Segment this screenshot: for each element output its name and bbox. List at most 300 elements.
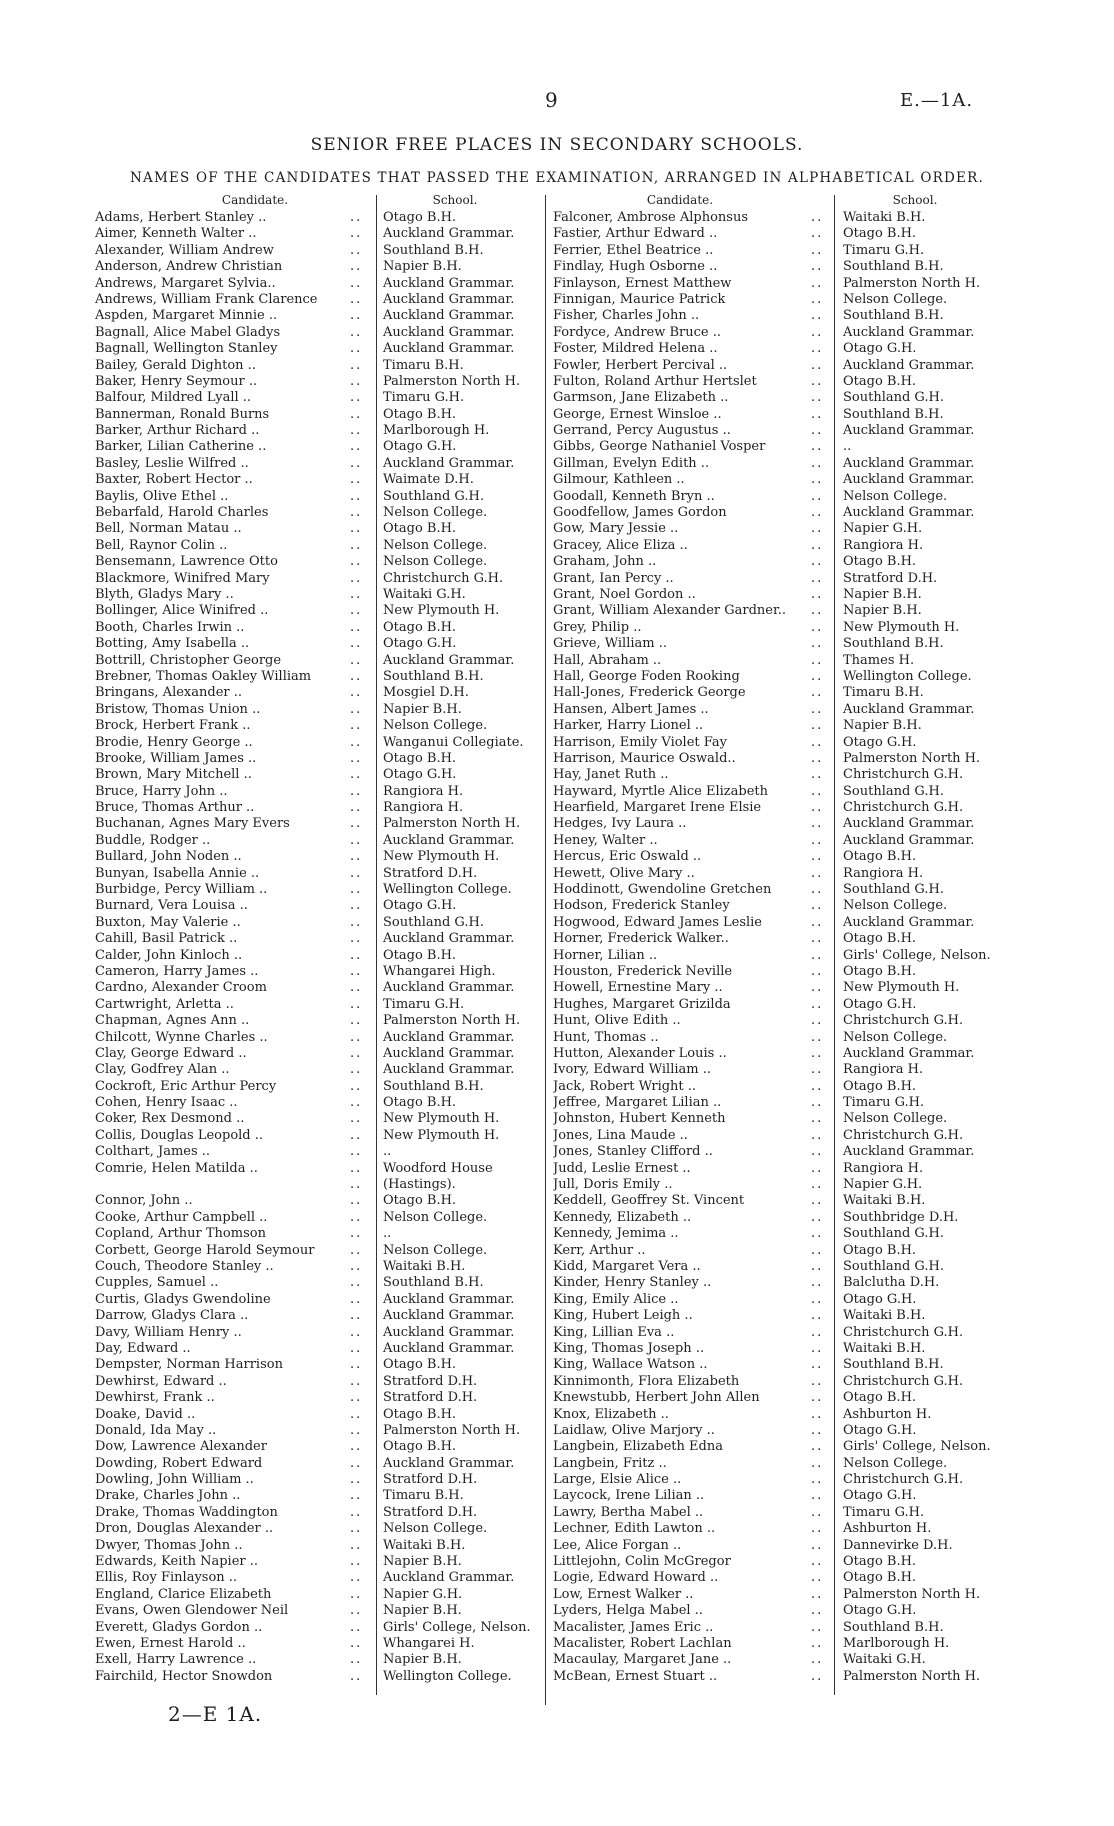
school-name: Auckland Grammar.: [843, 357, 975, 373]
school-name: Christchurch G.H.: [843, 1373, 964, 1389]
school-name: Southland G.H.: [383, 914, 484, 930]
leader-dots: ..: [811, 996, 824, 1012]
school-name: Rangiora H.: [383, 783, 464, 799]
candidate-name: Bailey, Gerald Dighton ..: [95, 357, 256, 373]
candidate-name: Buddle, Rodger ..: [95, 832, 211, 848]
candidate-name: Baylis, Olive Ethel ..: [95, 488, 229, 504]
school-name: Stratford D.H.: [843, 570, 938, 586]
candidate-row: [95, 1292, 540, 1308]
leader-dots: ..: [350, 308, 363, 324]
candidate-row: [95, 1570, 540, 1586]
candidate-row: [95, 1636, 540, 1652]
school-name: Southland B.H.: [843, 406, 944, 422]
candidate-name: Jeffree, Margaret Lilian ..: [553, 1095, 722, 1111]
candidate-name: Bruce, Thomas Arthur ..: [95, 800, 255, 816]
leader-dots: ..: [811, 1668, 824, 1684]
candidate-row: [95, 1407, 540, 1423]
candidate-name: Findlay, Hugh Osborne ..: [553, 259, 718, 275]
leader-dots: ..: [811, 636, 824, 652]
candidate-name: Cameron, Harry James ..: [95, 963, 259, 979]
leader-dots: ..: [350, 1472, 363, 1488]
candidate-name: Calder, John Kinloch ..: [95, 947, 243, 963]
school-name: Otago B.H.: [843, 1570, 917, 1586]
leader-dots: ..: [350, 1144, 363, 1160]
candidate-row: [95, 325, 540, 341]
leader-dots: ..: [811, 865, 824, 881]
candidate-name: Hay, Janet Ruth ..: [553, 767, 669, 783]
candidate-row: [95, 1259, 540, 1275]
candidate-row: [95, 1652, 540, 1668]
leader-dots: ..: [350, 996, 363, 1012]
school-name: Stratford D.H.: [383, 865, 478, 881]
leader-dots: ..: [811, 423, 824, 439]
candidate-name: Johnston, Hubert Kenneth: [553, 1111, 726, 1127]
candidate-row: [553, 1620, 1013, 1636]
school-name: Whangarei H.: [383, 1635, 475, 1651]
leader-dots: ..: [350, 537, 363, 553]
candidate-row: [553, 1095, 1013, 1111]
school-name: Otago B.H.: [843, 1554, 917, 1570]
candidate-name: Foster, Mildred Helena ..: [553, 341, 718, 357]
candidate-row: [95, 1243, 540, 1259]
school-name: Christchurch G.H.: [843, 1472, 964, 1488]
candidate-name: Coker, Rex Desmond ..: [95, 1111, 245, 1127]
candidate-name: Bollinger, Alice Winifred ..: [95, 603, 269, 619]
candidate-row: [95, 702, 540, 718]
candidate-row: [95, 1193, 540, 1209]
school-name: Rangiora H.: [843, 1160, 924, 1176]
leader-dots: ..: [350, 1111, 363, 1127]
leader-dots: ..: [350, 488, 363, 504]
school-name: Southland G.H.: [843, 783, 944, 799]
candidate-row: [95, 521, 540, 537]
candidate-row: [95, 1423, 540, 1439]
school-name: Stratford D.H.: [383, 1472, 478, 1488]
leader-dots: ..: [811, 1013, 824, 1029]
candidate-name: Garmson, Jane Elizabeth ..: [553, 390, 729, 406]
candidate-name: Dewhirst, Edward ..: [95, 1373, 227, 1389]
school-name: Christchurch G.H.: [383, 570, 504, 586]
candidate-row: [95, 210, 540, 226]
leader-dots: ..: [811, 1209, 824, 1225]
leader-dots: ..: [350, 1340, 363, 1356]
leader-dots: ..: [811, 849, 824, 865]
candidate-name: Bringans, Alexander ..: [95, 685, 242, 701]
candidate-name: Hunt, Thomas ..: [553, 1029, 659, 1045]
leader-dots: ..: [811, 1078, 824, 1094]
candidate-row: [95, 439, 540, 455]
leader-dots: ..: [811, 1242, 824, 1258]
school-name: Southland G.H.: [843, 1259, 944, 1274]
candidate-row: [95, 1095, 540, 1111]
candidate-row: [553, 882, 1013, 898]
candidate-name: Lawry, Bertha Mabel ..: [553, 1504, 704, 1520]
candidate-name: England, Clarice Elizabeth: [95, 1586, 272, 1602]
candidate-row: [553, 980, 1013, 996]
candidate-row: [553, 1488, 1013, 1504]
candidate-row: [553, 1144, 1013, 1160]
leader-dots: ..: [350, 718, 363, 734]
candidate-name: Keddell, Geoffrey St. Vincent: [553, 1193, 745, 1209]
candidate-row: [553, 1177, 1013, 1193]
candidate-row: [553, 1341, 1013, 1357]
candidate-row: [553, 1554, 1013, 1570]
candidate-row: [553, 1456, 1013, 1472]
leader-dots: ..: [811, 1127, 824, 1143]
school-name: Auckland Grammar.: [383, 652, 515, 668]
school-name: Waitaki B.H.: [383, 1259, 466, 1274]
candidate-row: [553, 325, 1013, 341]
leader-dots: ..: [350, 1291, 363, 1307]
candidate-row: [553, 1570, 1013, 1586]
leader-dots: ..: [811, 1160, 824, 1176]
leader-dots: ..: [350, 275, 363, 291]
leader-dots: ..: [811, 668, 824, 684]
school-name: Southland G.H.: [843, 1226, 944, 1242]
candidate-name: King, Wallace Watson ..: [553, 1357, 708, 1373]
school-name: Auckland Grammar.: [843, 1144, 975, 1160]
leader-dots: ..: [811, 1340, 824, 1356]
school-name: Napier B.H.: [383, 1652, 462, 1668]
candidate-name: Jull, Doris Emily ..: [553, 1177, 673, 1193]
candidate-row: [553, 603, 1013, 619]
candidate-name: Macalister, Robert Lachlan: [553, 1635, 732, 1651]
candidate-row: [553, 456, 1013, 472]
leader-dots: ..: [811, 357, 824, 373]
leader-dots: ..: [350, 324, 363, 340]
school-name: Otago B.H.: [843, 931, 917, 947]
candidate-name: Brooke, William James ..: [95, 750, 257, 766]
candidate-name: Connor, John ..: [95, 1193, 193, 1209]
candidate-name: Howell, Ernestine Mary ..: [553, 980, 723, 996]
candidate-name: Buxton, May Valerie ..: [95, 914, 241, 930]
candidate-name: Fastier, Arthur Edward ..: [553, 226, 718, 242]
candidate-row: [553, 1308, 1013, 1324]
school-name: Auckland Grammar.: [383, 308, 515, 324]
leader-dots: ..: [811, 373, 824, 389]
candidate-name: Davy, William Henry ..: [95, 1324, 242, 1340]
leader-dots: ..: [350, 1324, 363, 1340]
candidate-name: Cahill, Basil Patrick ..: [95, 931, 238, 947]
page-title: SENIOR FREE PLACES IN SECONDARY SCHOOLS.: [310, 135, 804, 155]
candidate-name: Day, Edward ..: [95, 1340, 191, 1356]
school-name: Auckland Grammar.: [843, 423, 975, 439]
school-name: Waitaki B.H.: [843, 210, 926, 225]
school-name: (Hastings).: [383, 1177, 456, 1193]
candidate-name: Gillman, Evelyn Edith ..: [553, 455, 710, 471]
candidate-row: [553, 1079, 1013, 1095]
leader-dots: ..: [811, 931, 824, 947]
candidate-name: Clay, Godfrey Alan ..: [95, 1062, 230, 1078]
school-name: Otago B.H.: [383, 521, 457, 537]
leader-dots: ..: [350, 701, 363, 717]
school-name: Woodford House: [383, 1160, 493, 1176]
candidate-row: [95, 1275, 540, 1291]
leader-dots: ..: [350, 1242, 363, 1258]
school-name: Rangiora H.: [843, 865, 924, 881]
candidate-name: Bristow, Thomas Union ..: [95, 701, 261, 717]
leader-dots: ..: [350, 767, 363, 783]
candidate-name: Comrie, Helen Matilda ..: [95, 1160, 258, 1176]
leader-dots: ..: [350, 570, 363, 586]
leader-dots: ..: [350, 505, 363, 521]
candidate-name: Laidlaw, Olive Marjory ..: [553, 1422, 715, 1438]
candidate-row: [95, 1128, 540, 1144]
candidate-row: [553, 1013, 1013, 1029]
leader-dots: ..: [811, 586, 824, 602]
leader-dots: ..: [350, 931, 363, 947]
leader-dots: ..: [811, 1029, 824, 1045]
leader-dots: ..: [811, 603, 824, 619]
candidate-name: Low, Ernest Walker ..: [553, 1586, 694, 1602]
school-name: Southland B.H.: [383, 242, 484, 258]
candidate-name: Hercus, Eric Oswald ..: [553, 849, 702, 865]
candidate-name: Heney, Walter ..: [553, 832, 658, 848]
candidate-row: [553, 653, 1013, 669]
leader-dots: ..: [350, 357, 363, 373]
school-name: Waitaki G.H.: [383, 586, 466, 602]
school-name: ..: [843, 439, 852, 455]
candidate-name: Blyth, Gladys Mary ..: [95, 586, 234, 602]
leader-dots: ..: [350, 1357, 363, 1373]
candidate-row: [553, 1111, 1013, 1127]
school-name: Southland G.H.: [843, 882, 944, 898]
candidate-name: Bunyan, Isabella Annie ..: [95, 865, 260, 881]
candidate-name: Clay, George Edward ..: [95, 1045, 247, 1061]
candidate-row: [553, 538, 1013, 554]
candidate-name: Grant, Ian Percy ..: [553, 570, 674, 586]
candidate-row: [553, 489, 1013, 505]
school-name: Otago G.H.: [843, 996, 917, 1012]
candidate-name: Baker, Henry Seymour ..: [95, 373, 258, 389]
candidate-row: [553, 1521, 1013, 1537]
leader-dots: ..: [811, 1603, 824, 1619]
leader-dots: ..: [350, 210, 363, 225]
candidate-row: [95, 882, 540, 898]
school-name: Napier B.H.: [843, 603, 922, 619]
leader-dots: ..: [811, 1390, 824, 1406]
leader-dots: ..: [811, 472, 824, 488]
candidate-row: [553, 702, 1013, 718]
school-name: Waitaki B.H.: [383, 1537, 466, 1553]
leader-dots: ..: [350, 865, 363, 881]
left-school-header: School.: [432, 193, 478, 207]
candidate-name: Exell, Harry Lawrence ..: [95, 1652, 257, 1668]
candidate-row: [95, 1472, 540, 1488]
candidate-row: [553, 571, 1013, 587]
school-name: Otago B.H.: [383, 619, 457, 635]
candidate-row: [553, 997, 1013, 1013]
school-name: New Plymouth H.: [383, 1127, 500, 1143]
leader-dots: ..: [350, 521, 363, 537]
leader-dots: ..: [350, 455, 363, 471]
candidate-name: Houston, Frederick Neville: [553, 963, 733, 979]
candidate-name: Hall, George Foden Rooking: [553, 668, 740, 684]
candidate-name: Goodfellow, James Gordon: [553, 505, 727, 521]
candidate-row: [553, 1374, 1013, 1390]
school-name: Otago G.H.: [843, 1422, 917, 1438]
candidate-row: [95, 898, 540, 914]
school-name: Otago G.H.: [843, 734, 917, 750]
candidate-row: [95, 1538, 540, 1554]
candidate-row: [95, 833, 540, 849]
candidate-name: Brodie, Henry George ..: [95, 734, 253, 750]
school-name: Otago B.H.: [383, 1095, 457, 1111]
candidate-name: Cooke, Arthur Campbell ..: [95, 1209, 268, 1225]
candidate-row: [553, 784, 1013, 800]
leader-dots: ..: [350, 898, 363, 914]
candidate-row: [553, 866, 1013, 882]
leader-dots: ..: [811, 963, 824, 979]
leader-dots: ..: [811, 1045, 824, 1061]
right-candidate-header: Candidate.: [646, 193, 714, 207]
candidate-row: [553, 1193, 1013, 1209]
candidate-row: [95, 1456, 540, 1472]
candidate-name: Darrow, Gladys Clara ..: [95, 1308, 249, 1324]
candidate-name: Cockroft, Eric Arthur Percy: [95, 1078, 277, 1094]
school-name: Auckland Grammar.: [383, 341, 515, 357]
candidate-row: [553, 1538, 1013, 1554]
candidate-name: Jones, Stanley Clifford ..: [553, 1144, 713, 1160]
candidate-name: Dron, Douglas Alexander ..: [95, 1521, 274, 1537]
candidate-row: [553, 505, 1013, 521]
leader-dots: ..: [350, 1275, 363, 1291]
candidate-row: [553, 800, 1013, 816]
candidate-row: [95, 308, 540, 324]
candidate-name: Burnard, Vera Louisa ..: [95, 898, 248, 914]
leader-dots: ..: [350, 1177, 363, 1193]
leader-dots: ..: [811, 324, 824, 340]
school-name: Napier B.H.: [383, 1603, 462, 1619]
candidate-name: Bullard, John Noden ..: [95, 849, 242, 865]
candidate-name: Grant, William Alexander Gardner..: [553, 603, 787, 619]
candidate-name: Doake, David ..: [95, 1406, 196, 1422]
candidate-name: Grieve, William ..: [553, 636, 667, 652]
school-name: Napier B.H.: [383, 1554, 462, 1570]
candidate-row: [95, 1357, 540, 1373]
school-name: Waitaki G.H.: [843, 1652, 926, 1668]
school-name: Auckland Grammar.: [843, 505, 975, 521]
school-name: Napier B.H.: [843, 586, 922, 602]
leader-dots: ..: [811, 1144, 824, 1160]
school-name: Auckland Grammar.: [383, 832, 515, 848]
leader-dots: ..: [811, 1308, 824, 1324]
candidate-name: Kerr, Arthur ..: [553, 1242, 646, 1258]
leader-dots: ..: [350, 603, 363, 619]
school-name: Auckland Grammar.: [383, 1324, 515, 1340]
candidate-row: [95, 489, 540, 505]
candidate-name: Harrison, Emily Violet Fay: [553, 734, 728, 750]
candidate-name: Falconer, Ambrose Alphonsus: [553, 210, 748, 225]
school-name: Southland B.H.: [383, 668, 484, 684]
school-name: Otago G.H.: [383, 898, 457, 914]
candidate-row: [553, 1243, 1013, 1259]
leader-dots: ..: [811, 210, 824, 225]
candidate-row: [95, 423, 540, 439]
school-name: Girls' College, Nelson.: [843, 947, 991, 963]
school-name: Girls' College, Nelson.: [383, 1619, 531, 1635]
school-name: Otago G.H.: [383, 636, 457, 652]
school-name: Otago B.H.: [383, 1193, 457, 1209]
candidate-row: [95, 587, 540, 603]
leader-dots: ..: [350, 1652, 363, 1668]
leader-dots: ..: [350, 1619, 363, 1635]
leader-dots: ..: [350, 1635, 363, 1651]
school-name: Timaru B.H.: [383, 357, 464, 373]
candidate-name: Corbett, George Harold Seymour: [95, 1242, 315, 1258]
candidate-name: Cupples, Samuel ..: [95, 1275, 219, 1291]
candidate-row: [553, 1062, 1013, 1078]
candidate-row: [95, 358, 540, 374]
candidate-row: [553, 587, 1013, 603]
candidate-row: [553, 816, 1013, 832]
leader-dots: ..: [811, 455, 824, 471]
leader-dots: ..: [811, 898, 824, 914]
leader-dots: ..: [350, 1193, 363, 1209]
school-name: Mosgiel D.H.: [383, 685, 469, 701]
candidate-row: [95, 226, 540, 242]
candidate-name: Chapman, Agnes Ann ..: [95, 1013, 250, 1029]
leader-dots: ..: [350, 291, 363, 307]
leader-dots: ..: [811, 783, 824, 799]
school-name: Southland B.H.: [383, 1275, 484, 1291]
school-name: Otago B.H.: [843, 226, 917, 242]
school-name: ..: [383, 1144, 392, 1160]
leader-dots: ..: [811, 914, 824, 930]
candidate-row: [95, 1177, 540, 1193]
leader-dots: ..: [350, 1095, 363, 1111]
leader-dots: ..: [811, 1554, 824, 1570]
leader-dots: ..: [350, 750, 363, 766]
school-name: Auckland Grammar.: [843, 701, 975, 717]
school-name: New Plymouth H.: [843, 619, 960, 635]
candidate-name: Macaulay, Margaret Jane ..: [553, 1652, 732, 1668]
candidate-row: [553, 341, 1013, 357]
leader-dots: ..: [811, 1537, 824, 1553]
school-name: Ashburton H.: [843, 1406, 932, 1422]
candidate-name: Gilmour, Kathleen ..: [553, 472, 685, 488]
school-name: Wanganui Collegiate.: [383, 734, 524, 750]
candidate-row: [553, 259, 1013, 275]
candidate-row: [95, 1325, 540, 1341]
leader-dots: ..: [350, 1603, 363, 1619]
school-name: Palmerston North H.: [383, 816, 521, 832]
school-name: Nelson College.: [843, 898, 948, 914]
candidate-row: [95, 1505, 540, 1521]
leader-dots: ..: [350, 373, 363, 389]
leader-dots: ..: [811, 1488, 824, 1504]
candidate-name: Lee, Alice Forgan ..: [553, 1537, 682, 1553]
candidate-name: Bannerman, Ronald Burns: [95, 406, 270, 422]
candidate-name: Everett, Gladys Gordon ..: [95, 1619, 263, 1635]
leader-dots: ..: [350, 832, 363, 848]
candidate-name: Hansen, Albert James ..: [553, 701, 709, 717]
candidate-name: Lechner, Edith Lawton ..: [553, 1521, 716, 1537]
school-name: Nelson College.: [383, 537, 488, 553]
candidate-row: [553, 374, 1013, 390]
candidate-name: Langbein, Fritz ..: [553, 1455, 667, 1471]
left-candidate-list: [95, 210, 540, 1685]
candidate-name: King, Emily Alice ..: [553, 1291, 679, 1307]
candidate-row: [95, 1620, 540, 1636]
leader-dots: ..: [811, 701, 824, 717]
candidate-row: [95, 1062, 540, 1078]
candidate-row: [95, 915, 540, 931]
school-name: Nelson College.: [383, 505, 488, 521]
leader-dots: ..: [811, 226, 824, 242]
candidate-name: King, Lillian Eva ..: [553, 1324, 675, 1340]
school-name: Auckland Grammar.: [383, 275, 515, 291]
